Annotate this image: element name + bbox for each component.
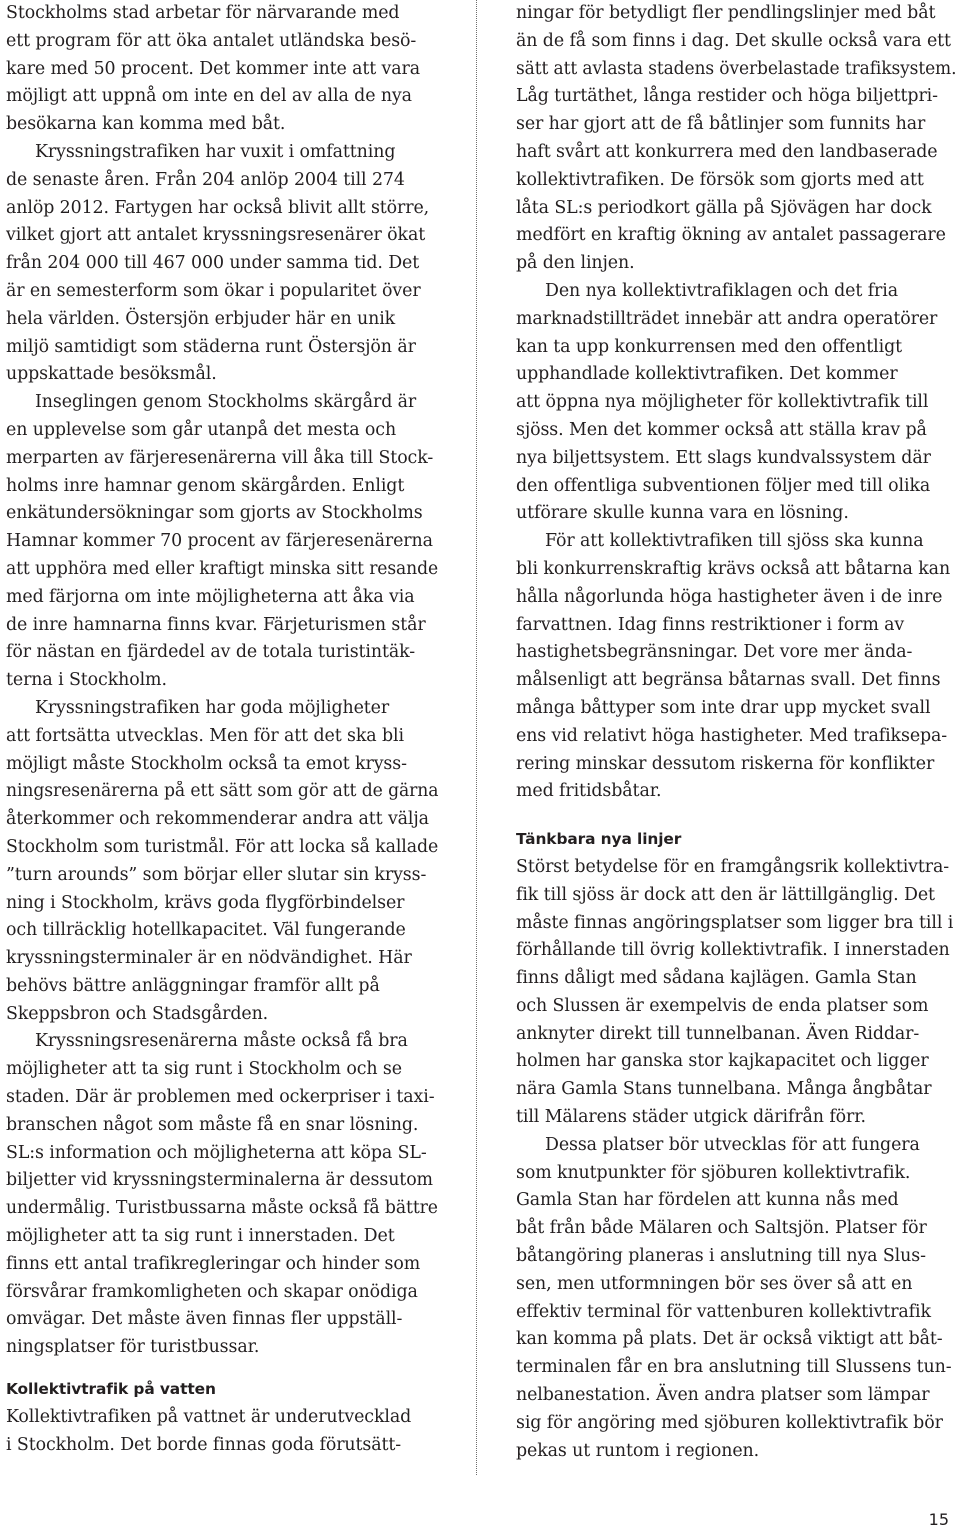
text-line: kryssningsterminaler är en nödvändighet. Här xyxy=(6,948,412,969)
text-line: enkätundersökningar som gjorts av Stockholms xyxy=(6,503,423,524)
text-line: kan komma på plats. Det är också viktigt att båt- xyxy=(516,1329,943,1350)
text-line: ”turn arounds” som börjar eller slutar sin kryss- xyxy=(6,864,427,885)
text-line: är en semesterform som ökar i popularitet över xyxy=(6,280,421,301)
text-line: Kryssningstrafiken har vuxit i omfattning xyxy=(35,141,396,162)
text-line: marknadstillträdet innebär att andra operatörer xyxy=(516,308,938,329)
text-line: med fritidsbåtar. xyxy=(516,781,662,802)
text-line: möjligt att uppnå om inte en del av alla de nya xyxy=(6,86,412,107)
text-line: och Slussen är exempelvis de enda platser som xyxy=(516,995,929,1016)
text-line: som knutpunkter för sjöburen kollektivtrafik. xyxy=(516,1162,911,1183)
text-line: vilket gjort att antalet kryssningsresenärer ökat xyxy=(6,225,426,246)
text-line: nya biljettsystem. Ett slags kundvalssystem där xyxy=(516,447,931,468)
text-line: ett program för att öka antalet utländska besö- xyxy=(6,30,417,51)
left-heading-gap xyxy=(6,1362,438,1376)
text-line: Stockholm som turistmål. För att locka så kallade xyxy=(6,836,439,857)
text-line: en upplevelse som går utanpå det mesta och xyxy=(6,419,397,440)
text-line: staden. Där är problemen med ockerpriser i taxi- xyxy=(6,1087,435,1108)
text-line: med färjorna om inte möjligheterna att åka via xyxy=(6,586,415,607)
text-line: ningsresenärerna på ett sätt som gör att de gärna xyxy=(6,781,439,802)
text-line: Dessa platser bör utvecklas för att fungera xyxy=(545,1134,920,1155)
text-line: båt från både Mälaren och Saltsjön. Platser för xyxy=(516,1218,927,1239)
text-line: uppskattade besöksmål. xyxy=(6,364,217,385)
left-after-heading-text xyxy=(6,1404,438,1460)
text-line: sig för angöring med sjöburen kollektivtrafik bör xyxy=(516,1412,943,1433)
text-line: kan ta upp konkurrensen med den offentligt xyxy=(516,336,902,357)
text-line: nelbanestation. Även andra platser som lämpar xyxy=(516,1385,930,1406)
text-line: sjöss. Men det kommer också att ställa krav på xyxy=(516,419,927,440)
text-line: Störst betydelse för en framgångsrik kollektivtra- xyxy=(516,856,950,877)
text-line: många båttyper som inte drar upp mycket svall xyxy=(516,697,931,718)
text-line: förhållande till övrig kollektivtrafik. I innerstaden xyxy=(516,940,950,961)
text-line: medfört en kraftig ökning av antalet passagerare xyxy=(516,225,946,246)
text-line: omvägar. Det måste även finnas fler uppställ- xyxy=(6,1309,403,1330)
text-line: Skeppsbron och Stadsgården. xyxy=(6,1003,269,1024)
text-line: finns ett antal trafikregleringar och hinder som xyxy=(6,1253,421,1274)
text-line: utförare skulle kunna vara en lösning. xyxy=(516,503,849,524)
text-line: Kryssningstrafiken har goda möjligheter xyxy=(35,697,390,718)
text-line: att upphöra med eller kraftigt minska sitt resande xyxy=(6,558,439,579)
text-line: Stockholms stad arbetar för närvarande med xyxy=(6,3,400,23)
text-line: kollektivtrafiken. De försök som gjorts med att xyxy=(516,169,924,190)
text-line: ser har gjort att de få båtlinjer som funnits har xyxy=(516,114,926,135)
text-line: möjligheter att ta sig runt i Stockholm och se xyxy=(6,1059,402,1080)
text-line: haft svårt att konkurrera med den landbaserade xyxy=(516,141,938,162)
text-line: merparten av färjeresenärerna vill åka till Stock- xyxy=(6,447,434,468)
text-line: att öppna nya möjligheter för kollektivtrafik till xyxy=(516,392,929,413)
text-line: effektiv terminal för vattenburen kollektivtrafik xyxy=(516,1301,931,1322)
text-line: För att kollektivtrafiken till sjöss ska kunna xyxy=(545,531,924,552)
text-line: Kollektivtrafiken på vattnet är underutvecklad xyxy=(6,1406,412,1427)
text-line: den offentliga subventionen följer med till olika xyxy=(516,475,931,496)
text-line: de inre hamnarna finns kvar. Färjeturismen står xyxy=(6,614,426,635)
text-line: nära Gamla Stans tunnelbana. Många ångbåtar xyxy=(516,1079,932,1100)
text-line: i Stockholm. Det borde finnas goda förutsätt- xyxy=(6,1434,402,1455)
right-body-text xyxy=(516,0,956,806)
text-line: miljö samtidigt som städerna runt Östersjön är xyxy=(6,336,416,357)
text-line: sen, men utformningen bör ses över så att en xyxy=(516,1273,913,1294)
column-divider xyxy=(476,0,477,1475)
right-after-heading-text xyxy=(516,854,956,1466)
text-line: hela världen. Östersjön erbjuder här en unik xyxy=(6,308,396,329)
text-line: branschen något som måste få en snar lösning. xyxy=(6,1114,419,1135)
text-line: undermålig. Turistbussarna måste också få bättre xyxy=(6,1198,438,1219)
text-line: holmen har ganska stor kajkapacitet och ligger xyxy=(516,1051,929,1072)
text-line: än de få som finns i dag. Det skulle också vara ett xyxy=(516,30,951,51)
text-line: anlöp 2012. Fartygen har också blivit allt större, xyxy=(6,197,430,218)
text-line: båtangöring planeras i anslutning till nya Slus- xyxy=(516,1246,926,1267)
text-line: Låg turtäthet, långa restider och höga biljettpri- xyxy=(516,86,938,107)
text-line: holms inre hamnar genom skärgården. Enligt xyxy=(6,475,405,496)
text-line: finns dåligt med sådana kajlägen. Gamla Stan xyxy=(516,968,917,989)
text-line: biljetter vid kryssningsterminalerna är dessutom xyxy=(6,1170,433,1191)
text-line: möjligt måste Stockholm också ta emot kryss- xyxy=(6,753,407,774)
text-line: möjligheter att ta sig runt i innerstaden. Det xyxy=(6,1226,395,1247)
right-column xyxy=(516,0,956,1465)
text-line: för nästan en fjärdedel av de totala turistintäk- xyxy=(6,642,416,663)
text-line: farvattnen. Idag finns restriktioner i form av xyxy=(516,614,905,635)
text-line: till Mälarens städer utgick därifrån förr. xyxy=(516,1107,866,1128)
text-line: pekas ut runtom i regionen. xyxy=(516,1440,760,1461)
section-heading-tankbara: Tänkbara nya linjer xyxy=(516,830,682,849)
text-line: måste finnas angöringsplatser som ligger bra till i xyxy=(516,912,954,933)
text-line: sätt att avlasta stadens överbelastade trafiksystem. xyxy=(516,58,957,79)
text-line: att fortsätta utvecklas. Men för att det ska bli xyxy=(6,725,404,746)
text-line: ning i Stockholm, krävs goda flygförbindelser xyxy=(6,892,405,913)
text-line: kare med 50 procent. Det kommer inte att vara xyxy=(6,58,421,79)
text-line: Hamnar kommer 70 procent av färjeresenärerna xyxy=(6,531,433,552)
text-line: ningar för betydligt fler pendlingslinjer med båt xyxy=(516,3,936,23)
text-line: upphandlade kollektivtrafiken. Det kommer xyxy=(516,364,898,385)
text-line: Den nya kollektivtrafiklagen och det fria xyxy=(545,280,898,301)
text-line: fik till sjöss är dock att den är lättillgänglig. Det xyxy=(516,884,935,905)
text-line: de senaste åren. Från 204 anlöp 2004 till 274 xyxy=(6,169,405,190)
text-line: Kryssningsresenärerna måste också få bra xyxy=(35,1031,408,1052)
text-line: hålla någorlunda höga hastigheter även i de inre xyxy=(516,586,943,607)
page-number: 15 xyxy=(928,1510,949,1529)
text-line: SL:s information och möjligheterna att köpa SL- xyxy=(6,1142,427,1163)
right-heading-gap xyxy=(516,806,956,826)
text-line: terminalen får en bra anslutning till Slussens tun- xyxy=(516,1357,952,1378)
text-line: Inseglingen genom Stockholms skärgård är xyxy=(35,392,417,413)
text-line: besökarna kan komma med båt. xyxy=(6,114,286,135)
text-line: hastighetsbegränsningar. Det vore mer ända- xyxy=(516,642,913,663)
text-line: rering minskar dessutom riskerna för konflikter xyxy=(516,753,935,774)
text-line: anknyter direkt till tunnelbanan. Även Riddar- xyxy=(516,1023,920,1044)
left-body-text xyxy=(6,0,438,1362)
text-line: på den linjen. xyxy=(516,253,635,274)
text-line: från 204 000 till 467 000 under samma tid. Det xyxy=(6,253,420,274)
text-line: bli konkurrenskraftig krävs också att båtarna kan xyxy=(516,558,951,579)
text-line: ningsplatser för turistbussar. xyxy=(6,1337,260,1358)
text-line: försvårar framkomligheten och skapar onödiga xyxy=(6,1281,418,1302)
text-line: behövs bättre anläggningar framför allt på xyxy=(6,975,380,996)
text-line: låta SL:s periodkort gälla på Sjövägen har dock xyxy=(516,197,932,218)
section-heading-kollektivtrafik: Kollektivtrafik på vatten xyxy=(6,1380,216,1399)
text-line: målsenligt att begränsa båtarnas svall. Det finns xyxy=(516,670,941,691)
left-column xyxy=(6,0,438,1459)
text-line: ens vid relativt höga hastigheter. Med trafiksepa- xyxy=(516,725,948,746)
text-line: Gamla Stan har fördelen att kunna nås med xyxy=(516,1190,899,1211)
text-line: och tillräcklig hotellkapacitet. Väl fungerande xyxy=(6,920,406,941)
text-line: återkommer och rekommenderar andra att välja xyxy=(6,809,429,830)
text-line: terna i Stockholm. xyxy=(6,670,167,691)
